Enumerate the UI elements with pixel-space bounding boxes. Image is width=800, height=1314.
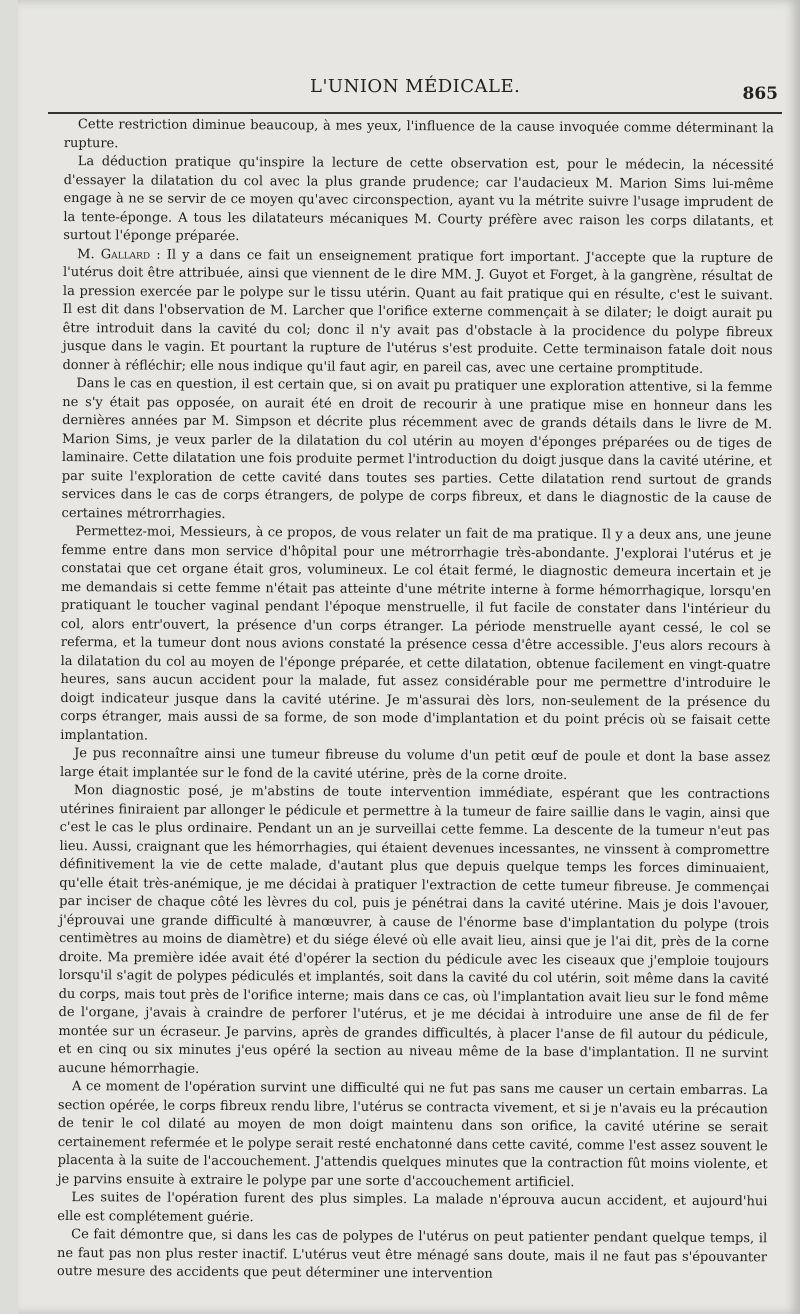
- paragraph: Les suites de l'opération furent des plus simples. La malade n'éprouva aucun accident, et aujourd'hui elle est complétement guérie.: [57, 1190, 768, 1225]
- running-title: L'UNION MÉDICALE.: [310, 76, 521, 97]
- paragraph: Je pus reconnaître ainsi une tumeur fibreuse du volume d'un petit œuf de poule et dont la base assez large était implantée sur le fond de la cavité utérine, près de la corne droite.: [59, 746, 771, 783]
- paragraph: A ce moment de l'opération survint une difficulté qui ne fut pas sans me causer un certain embarras. La section opérée, le corps fibreux rendu libre, l'utérus se contracta vivement, et si je n'avais eu la précaution de tenir le col dilaté au moyen de mon doigt maintenu dans son orifice, la cavité utérine se serait certainement refermée et le polype serait resté enchatonné dans cette cavité, comme l'est assez souvent le placenta à la suite de l'accouchement. J'attendis quelques minutes que la contraction fût moins violente, et je parvins ensuite à extraire le polype par une sorte d'accouchement artificiel.: [57, 1079, 769, 1190]
- body-text: [57, 116, 774, 1286]
- page-number: 865: [742, 84, 778, 104]
- paragraph: M. Gallard : Il y a dans ce fait un enseignement pratique fort important. J'accepte que la rupture de l'utérus doit être attribuée, ainsi que viennent de le dire MM. J. Guyot et Forget, à la gangrène, résultat de la pression exercée par le polype sur le tissu utérin. Quant au fait pratique qui en résulte, c'est le suivant. Il est dit dans l'observation de M. Larcher que l'orifice externe commençait à se dilater; le doigt aurait pu être introduit dans la cavité du col; donc il n'y avait pas d'obstacle à la procidence du polype fibreux jusque dans le vagin. Et pourtant la rupture de l'utérus s'est produite. Cette terminaison fatale doit nous donner à réfléchir; elle nous indique qu'il faut agir, en pareil cas, avec une certaine promptitude.: [62, 246, 774, 377]
- paragraph: La déduction pratique qu'inspire la lecture de cette observation est, pour le médecin, la nécessité d'essayer la dilatation du col avec la plus grande prudence; car l'audacieux M. Marion Sims lui-même engage à ne se servir de ce moyen qu'avec circonspection, ayant vu la métrite suivre l'usage imprudent de la tente-éponge. A tous les dilatateurs mécaniques M. Courty préfère avec raison les corps dilatants, et surtout l'éponge préparée.: [63, 154, 774, 245]
- paragraph: Cette restriction diminue beaucoup, à mes yeux, l'influence de la cause invoquée comme déterminant la rupture.: [63, 117, 774, 151]
- paragraph: Ce fait démontre que, si dans les cas de polypes de l'utérus on peut patienter pendant quelque temps, il ne faut pas non plus rester inactif. L'utérus veut être ménagé sans doute, mais il ne faut pas s'épouvanter outre mesure des accidents que peut déterminer une intervention: [56, 1227, 768, 1282]
- paragraph: Dans le cas en question, il est certain que, si on avait pu pratiquer une exploration attentive, si la femme ne s'y était pas opposée, on aurait été en droit de recourir à une pratique mise en honneur dans les dernières années par M. Simpson et décrite plus récemment avec de grands détails dans le livre de M. Marion Sims, je veux parler de la dilatation du col utérin au moyen d'éponges préparées ou de tiges de laminaire. Cette dilatation une fois produite permet l'introduction du doigt jusque dans la cavité utérine, et par suite l'exploration de cette cavité dans toutes ses parties. Cette dilatation rend surtout de grands services dans le cas de corps étrangers, de polype de corps fibreux, et dans le diagnostic de la cause de certaines métrorrhagies.: [61, 376, 773, 522]
- paragraph: Permettez-moi, Messieurs, à ce propos, de vous relater un fait de ma pratique. Il y a deux ans, une jeune femme entre dans mon service d'hôpital pour une métrorrhagie très-abondante. J'explorai l'utérus et je constatai que cet organe était gros, volumineux. Le col était fermé, le diagnostic demeura incertain et je me demandais si cette femme n'était pas atteinte d'une métrite interne à forme hémorrhagique, lorsqu'en pratiquant le toucher vaginal pendant l'époque menstruelle, il fut facile de constater dans l'intérieur du col, alors entr'ouvert, la présence d'un corps étranger. La période menstruelle ayant cessé, le col se referma, et la tumeur dont nous avions constaté la présence cessa d'être accessible. J'eus alors recours à la dilatation du col au moyen de l'éponge préparée, et cette dilatation, obtenue facilement en vingt-quatre heures, sans aucun accident pour la malade, fut assez considérable pour me permettre d'introduire le doigt indicateur jusque dans la cavité utérine. Je m'assurai dès lors, non-seulement de la présence du corps étranger, mais aussi de sa forme, de son mode d'implantation et du point précis où se faisait cette implantation.: [60, 524, 772, 744]
- header-rule: [48, 112, 782, 114]
- page-header: [18, 72, 800, 112]
- paragraph: Mon diagnostic posé, je m'abstins de toute intervention immédiate, espérant que les contractions utérines finiraient par allonger le pédicule et permettre à la tumeur de faire saillie dans le vagin, ainsi que c'est le cas le plus ordinaire. Pendant un an je surveillai cette femme. La descente de la tumeur n'eut pas lieu. Aussi, craignant que les hémorrhagies, qui étaient devenues incessantes, ne vinssent à compromettre définitivement la vie de cette malade, d'autant plus que depuis quelque temps les forces diminuaient, qu'elle était très-anémique, je me décidai à pratiquer l'extraction de cette tumeur fibreuse. Je commençai par inciser de chaque côté les lèvres du col, puis je pénétrai dans la cavité utérine. Mais je dois l'avouer, j'éprouvai une grande difficulté à manœuvrer, à cause de l'énorme base d'implantation du polype (trois centimètres au moins de diamètre) et du siége élevé où elle avait lieu, ainsi que je l'ai dit, près de la corne droite. Ma première idée avait été d'opérer la section du pédicule avec les ciseaux que j'emploie toujours lorsqu'il s'agit de polypes pédiculés et implantés, soit dans la cavité du col utérin, soit même dans la cavité du corps, mais tout près de l'orifice interne; mais dans ce cas, où l'implantation avait lieu sur le fond même de l'organe, j'avais à craindre de perforer l'utérus, et je me décidai à introduire une anse de fil de fer montée sur un écraseur. Je parvins, après de grandes difficultés, à placer l'anse de fil autour du pédicule, et en cinq ou six minutes j'eus opéré la section au niveau même de la base d'implantation. Il ne survint aucune hémorrhagie.: [58, 783, 770, 1077]
- page: [18, 0, 800, 1314]
- speaker-name: M. Gallard :: [77, 246, 161, 263]
